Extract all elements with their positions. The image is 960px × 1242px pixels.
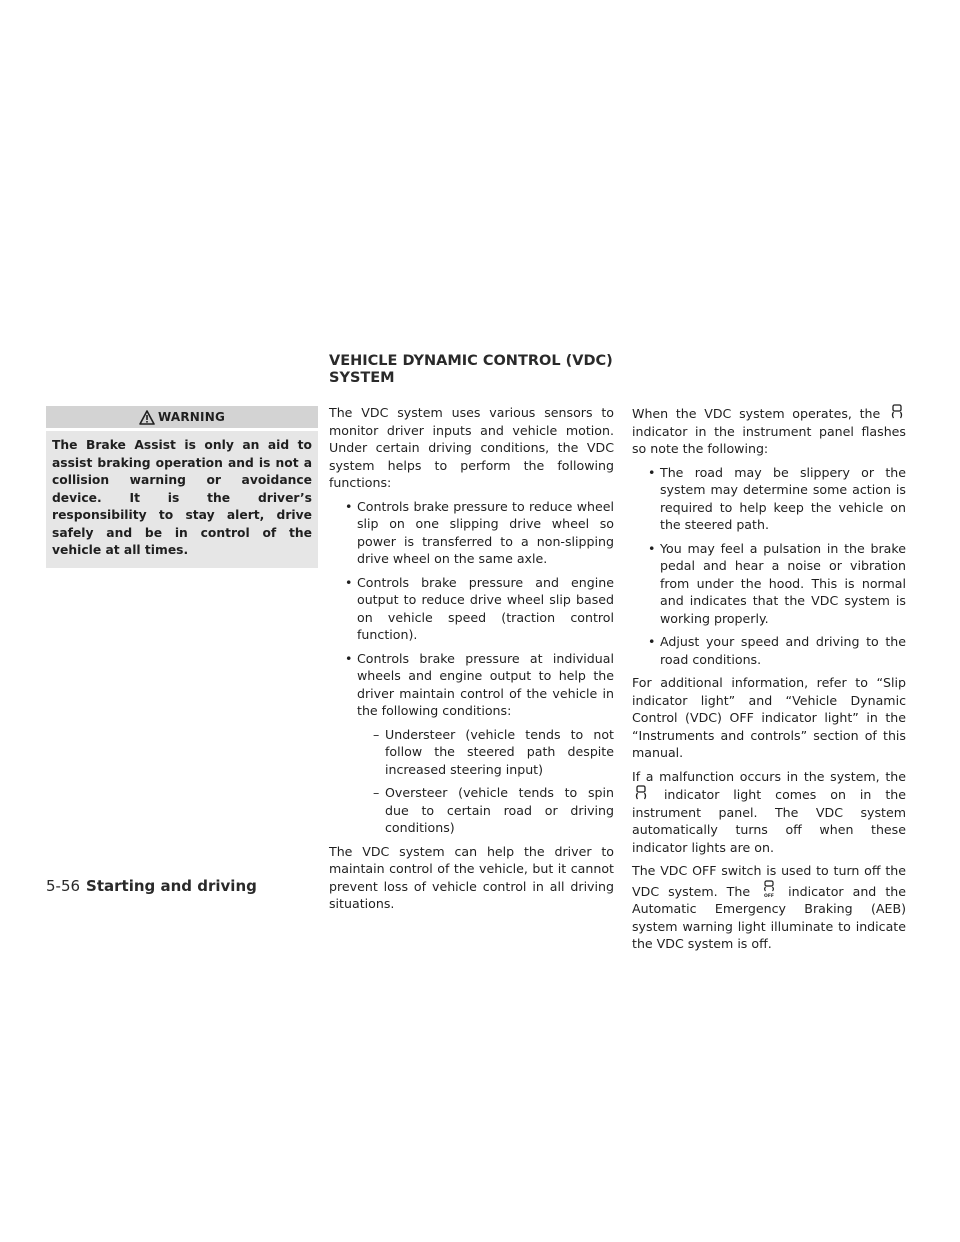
functions-list — [329, 498, 614, 837]
warning-triangle-icon — [139, 410, 155, 425]
page-footer — [46, 877, 257, 895]
list-item: • Controls brake pressure to reduce wheel slip on one slipping drive wheel so power is transferred to a non-slipping drive wheel on the same axle. — [329, 498, 614, 568]
warning-header — [46, 406, 318, 428]
list-item: – Oversteer (vehicle tends to spin due to certain road or driving conditions) — [357, 784, 614, 837]
slip-indicator-icon — [890, 404, 904, 420]
warning-label: WARNING — [157, 410, 226, 424]
malfunction-paragraph: If a malfunction occurs in the system, the indicator light comes on in the instrument panel. The VDC system automatically turns off when these indicator lights are on. — [632, 768, 906, 855]
list-item: – Understeer (vehicle tends to not follow the steered path despite increased steering input) — [357, 726, 614, 779]
right-column — [632, 404, 906, 959]
warning-text: The Brake Assist is only an aid to assist braking operation and is not a collision warning or avoidance device. It is the driver’s responsibility to stay alert, drive safely and be in control of the vehicle at all times. — [46, 431, 318, 568]
conditions-list — [357, 726, 614, 837]
list-item: • Adjust your speed and driving to the road conditions. — [632, 633, 906, 668]
vdc-off-paragraph: The VDC OFF switch is used to turn off the VDC system. The OFF indicator and the Automatic Emergency Braking (AEB) system warning light illuminate to indicate the VDC system is off. — [632, 863, 906, 951]
operation-paragraph: When the VDC system operates, the indicator in the instrument panel flashes so note the following: — [632, 406, 906, 456]
reference-paragraph: For additional information, refer to “Slip indicator light” and “Vehicle Dynamic Control (VDC) OFF indicator light” in the “Instruments and controls” section of this manual. — [632, 675, 906, 760]
middle-column — [329, 404, 614, 919]
intro-paragraph: The VDC system uses various sensors to monitor driver inputs and vehicle motion. Under certain driving conditions, the VDC system helps to perform the following functions: — [329, 405, 614, 490]
page-number: 5-56 — [46, 877, 81, 895]
list-item: • Controls brake pressure and engine output to reduce drive wheel slip based on vehicle speed (traction control function). — [329, 574, 614, 644]
list-item: • You may feel a pulsation in the brake pedal and hear a noise or vibration from under the hood. This is normal and indicates that the VDC system is working properly. — [632, 540, 906, 628]
chapter-title: Starting and driving — [86, 877, 257, 895]
vdc-off-indicator-icon — [761, 880, 777, 898]
slip-indicator-icon — [634, 785, 648, 801]
svg-text:OFF: OFF — [764, 893, 775, 898]
list-item: • The road may be slippery or the system may determine some action is required to help keep the vehicle on the steered path. — [632, 464, 906, 534]
closing-paragraph: The VDC system can help the driver to maintain control of the vehicle, but it cannot prevent loss of vehicle control in all driving situations. — [329, 843, 614, 911]
warning-box — [46, 406, 318, 568]
notes-list — [632, 464, 906, 669]
section-title: VEHICLE DYNAMIC CONTROL (VDC) SYSTEM — [329, 353, 613, 386]
list-item: • Controls brake pressure at individual wheels and engine output to help the driver maintain control of the vehicle in the following conditions: – Understeer (vehicle tends to not follow the steered path despite increased steering input) – Oversteer (vehicle tends to spin due to certain road or driving conditions) — [329, 650, 614, 837]
